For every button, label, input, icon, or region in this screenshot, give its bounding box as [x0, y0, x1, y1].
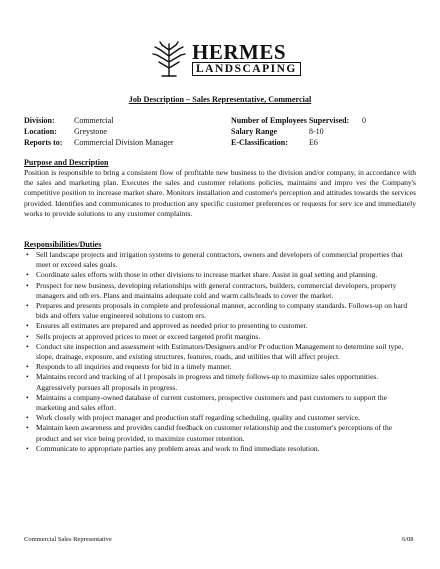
list-item: • Communicate to appropriate parties any problem areas and work to find immediate resolution.	[24, 444, 416, 454]
logo-word-hermes: HERMES	[192, 40, 287, 64]
list-item: • Work closely with project manager and production staff regarding scheduling, quality and customer service.	[24, 413, 416, 423]
reports-to-value: Commercial Division Manager	[74, 138, 174, 147]
employees-supervised-label: Number of Employees Supervised:	[231, 116, 350, 125]
list-item: • Responds to all inquiries and requests for bid in a timely manner.	[24, 362, 416, 372]
location-label: Location:	[24, 127, 57, 136]
duties-list	[24, 250, 416, 454]
list-item: • Sell landscape projects and irrigation systems to general contractors, owners and developers of commercial properties that meet or exceed sales goals.	[24, 250, 416, 270]
meta-left-block	[24, 115, 174, 148]
tree-icon	[150, 40, 188, 78]
reports-to-label: Reports to:	[24, 138, 63, 147]
employees-supervised-value: 0	[362, 116, 366, 125]
e-classification-value: E6	[309, 138, 318, 147]
duties-heading: Responsibilities/Duties	[24, 240, 102, 249]
list-item: • Maintains a company-owned database of current customers, prospective customers and past customers to support the marketing and sales effort.	[24, 393, 416, 413]
footer-right-text: 6/08	[402, 536, 414, 543]
list-item: • Maintains record and tracking of al l proposals in progress and timely follows-up to maximize sales opportunities. Aggressively pursues all proposals in progress.	[24, 372, 416, 392]
list-item: • Conduct site inspection and assessment with Estimators/Designers and/or Pr oduction Management to determine soil type, slope, drainage, exposure, and existing structures, features, roads, and utilities that will affect project.	[24, 342, 416, 362]
list-item: • Prepares and presents proposals in complete and professional manner, according to company standards. Follows-up on hard bids and offers value engineered solutions to custom ers.	[24, 301, 416, 321]
salary-range-label: Salary Range	[231, 127, 277, 136]
list-item: • Maintain keen awareness and provides candid feedback on customer relationship and the customer's perceptions of the product and ser vice being provided, to maximize customer retention.	[24, 423, 416, 443]
division-label: Division:	[24, 116, 55, 125]
list-item: • Ensures all estimates are prepared and approved as needed prior to presenting to customer.	[24, 321, 416, 331]
footer-left-text: Commercial Sales Representative	[24, 536, 112, 543]
purpose-heading: Purpose and Description	[24, 158, 109, 167]
document-title: Job Description – Sales Representative, Commercial	[128, 95, 312, 104]
company-logo	[150, 40, 297, 80]
logo-word-landscaping: LANDSCAPING	[192, 62, 301, 76]
list-item: • Coordinate sales efforts with those in other divisions to increase market share. Assist in goal setting and planning.	[24, 270, 416, 280]
salary-range-value: 8-10	[309, 127, 324, 136]
meta-right-block	[231, 115, 366, 148]
e-classification-label: E-Classification:	[231, 138, 288, 147]
list-item: • Prospect for new business, developing relationships with general contractors, builders, commercial developers, property managers and oth ers. Plans and maintains adequate cold and warm calls/leads to cover the market.	[24, 281, 416, 301]
division-value: Commercial	[74, 116, 114, 125]
purpose-paragraph: Position is responsible to bring a consistent flow of profitable new business to the division and/or company, in accordance with the sales and marketing plan. Executes the sales and customer relations policies, maintains and impro ves the Company's competitive position to increase market share. Monitors installation and customer's perception and attitudes towards the services provided. Identifies and communicates to production any specific customer preferences or requests for serv ice and immediately works to provide solutions to any customer complaints.	[24, 168, 416, 218]
list-item: • Sells projects at approved prices to meet or exceed targeted profit margins.	[24, 332, 416, 342]
location-value: Greystone	[74, 127, 107, 136]
